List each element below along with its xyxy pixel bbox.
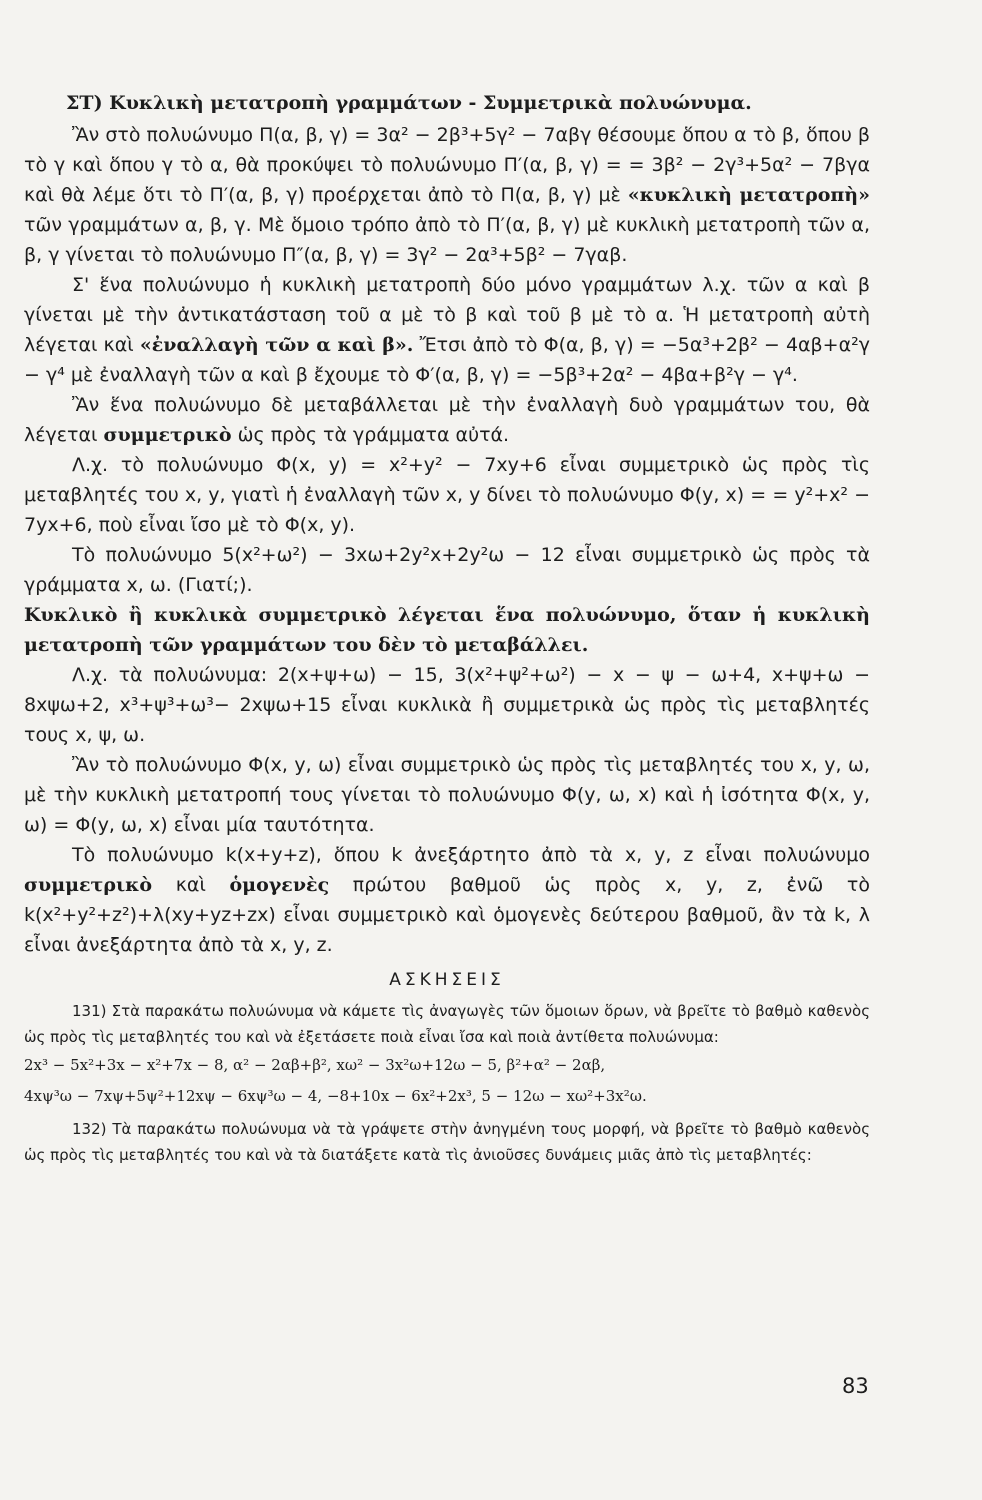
paragraph-example-cyclic: Λ.χ. τὰ πολυώνυμα: 2(x+ψ+ω) − 15, 3(x²+ψ²+ω²) − x − ψ − ω+4, x+ψ+ω − 8xψω+2, x³+ψ³+ω³− 2xψω+15 εἶναι κυκλικὰ ἢ συμμετρικὰ ὡς πρὸς τὶς μεταβλητές τους x, ψ, ω. xyxy=(24,664,870,746)
definition-cyclic-symmetric: Κυκλικὸ ἢ κυκλικὰ συμμετρικὸ λέγεται ἕνα πολυώνυμο, ὅταν ἡ κυκλικὴ μετατροπὴ τῶν γραμμάτων του δὲν τὸ μεταβάλλει. xyxy=(24,604,870,656)
term-exchange: «ἐναλλαγὴ τῶν α καὶ β». xyxy=(139,334,414,356)
page-number: 83 xyxy=(842,1374,869,1398)
paragraph-symmetric: Ἂν ἕνα πολυώνυμο δὲ μεταβάλλεται μὲ τὴν ἐναλλαγὴ δυὸ γραμμάτων του, θὰ λέγεται συμμετρικὸ ὡς πρὸς τὰ γράμματα αὐτά. xyxy=(24,394,870,446)
exercise-131-polynomials-line-1: 2x³ − 5x²+3x − x²+7x − 8, α² − 2αβ+β², xω² − 3x²ω+12ω − 5, β²+α² − 2αβ, xyxy=(24,1056,606,1074)
page-content xyxy=(24,88,870,1168)
paragraph-homogeneous: Τὸ πολυώνυμο k(x+y+z), ὅπου k ἀνεξάρτητο ἀπὸ τὰ x, y, z εἶναι πολυώνυμο συμμετρικὸ καὶ ὁμογενὲς πρώτου βαθμοῦ ὡς πρὸς x, y, z, ἐνῶ τὸ k(x²+y²+z²)+λ(xy+yz+zx) εἶναι συμμετρικὸ καὶ ὁμογενὲς δεύτερου βαθμοῦ, ἂν τὰ k, λ εἶναι ἀνεξάρτητα ἀπὸ τὰ x, y, z. xyxy=(24,844,870,956)
section-title: ΣΤ) Κυκλικὴ μετατροπὴ γραμμάτων - Συμμετρικὰ πολυώνυμα. xyxy=(66,92,752,114)
term-symmetric: συμμετρικὸ xyxy=(103,424,232,446)
paragraph-exchange: Σ' ἕνα πολυώνυμο ἡ κυκλικὴ μετατροπὴ δύο μόνο γραμμάτων λ.χ. τῶν α καὶ β γίνεται μὲ τὴν ἀντικατάσταση τοῦ α μὲ τὸ β καὶ τοῦ β μὲ τὸ α. Ἡ μετατροπὴ αὐτὴ λέγεται καὶ «ἐναλλαγὴ τῶν α καὶ β». Ἔτσι ἀπὸ τὸ Φ(α, β, γ) = −5α³+2β² − 4αβ+α²γ − γ⁴ μὲ ἐναλλαγὴ τῶν α καὶ β ἔχουμε τὸ Φ′(α, β, γ) = −5β³+2α² − 4βα+β²γ − γ⁴. xyxy=(24,274,870,386)
exercise-131-polynomials-line-2: 4xψ³ω − 7xψ+5ψ²+12xψ − 6xψ³ω − 4, −8+10x − 6x²+2x³, 5 − 12ω − xω²+3x²ω. xyxy=(24,1087,647,1105)
paragraph-identity: Ἂν τὸ πολυώνυμο Φ(x, y, ω) εἶναι συμμετρικὸ ὡς πρὸς τὶς μεταβλητές του x, y, ω, μὲ τὴν κυκλικὴ μετατροπή τους γίνεται τὸ πολυώνυμο Φ(y, ω, x) καὶ ἡ ἰσότητα Φ(x, y, ω) = Φ(y, ω, x) εἶναι μία ταυτότητα. xyxy=(24,754,870,836)
exercises-title: ΑΣΚΗΣΕΙΣ xyxy=(389,970,505,990)
paragraph-example-symmetric: Λ.χ. τὸ πολυώνυμο Φ(x, y) = x²+y² − 7xy+6 εἶναι συμμετρικὸ ὡς πρὸς τὶς μεταβλητές του x, y, γιατὶ ἡ ἐναλλαγὴ τῶν x, y δίνει τὸ πολυώνυμο Φ(y, x) = = y²+x² − 7yx+6, ποὺ εἶναι ἴσο μὲ τὸ Φ(x, y). xyxy=(24,454,870,536)
term-homogeneous: ὁμογενὲς xyxy=(229,874,330,896)
term-cyclic-transformation: «κυκλικὴ μετατροπὴ» xyxy=(627,184,870,206)
paragraph-cyclic-definition: Ἂν στὸ πολυώνυμο Π(α, β, γ) = 3α² − 2β³+5γ² − 7αβγ θέσουμε ὅπου α τὸ β, ὅπου β τὸ γ καὶ ὅπου γ τὸ α, θὰ προκύψει τὸ πολυώνυμο Π′(α, β, γ) = = 3β² − 2γ³+5α² − 7βγα καὶ θὰ λέμε ὅτι τὸ Π′(α, β, γ) προέρχεται ἀπὸ τὸ Π(α, β, γ) μὲ «κυκλικὴ μετατροπὴ» τῶν γραμμάτων α, β, γ. Μὲ ὅμοιο τρόπο ἀπὸ τὸ Π′(α, β, γ) μὲ κυκλικὴ μετατροπὴ τῶν α, β, γ γίνεται τὸ πολυώνυμο Π″(α, β, γ) = 3γ² − 2α³+5β² − 7γαβ. xyxy=(24,124,870,266)
paragraph-example-symmetric-xw: Τὸ πολυώνυμο 5(x²+ω²) − 3xω+2y²x+2y²ω − 12 εἶναι συμμετρικὸ ὡς πρὸς τὰ γράμματα x, ω. (Γιατί;). xyxy=(24,544,870,596)
term-symmetric-2: συμμετρικὸ xyxy=(24,874,153,896)
exercise-132: 132) Τὰ παρακάτω πολυώνυμα νὰ τὰ γράψετε στὴν ἀνηγμένη τους μορφή, νὰ βρεῖτε τὸ βαθμὸ καθενὸς ὡς πρὸς τὶς μεταβλητές του καὶ νὰ τὰ διατάξετε κατὰ τὶς ἀνιοῦσες δυνάμεις μιᾶς ἀπὸ τὶς μεταβλητές: xyxy=(24,1120,870,1164)
exercise-131: 131) Στὰ παρακάτω πολυώνυμα νὰ κάμετε τὶς ἀναγωγὲς τῶν ὅμοιων ὅρων, νὰ βρεῖτε τὸ βαθμὸ καθενὸς ὡς πρὸς τὶς μεταβλητές του καὶ νὰ ἐξετάσετε ποιὰ εἶναι ἴσα καὶ ποιὰ ἀντίθετα πολυώνυμα: xyxy=(24,1002,870,1046)
